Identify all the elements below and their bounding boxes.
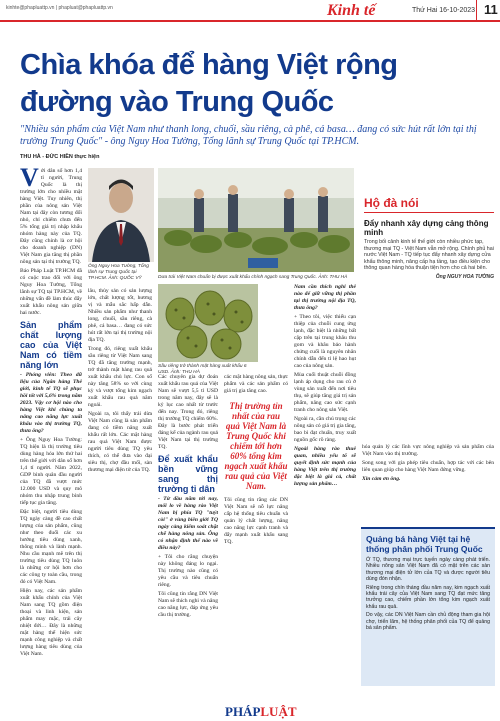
article-column-6: [362, 444, 494, 522]
paragraph: Tôi cũng tin rằng DN Việt Nam sẽ thích nghi và nâng cao năng lực, đáp ứng yêu cầu thị trường.: [158, 591, 218, 618]
portrait-image: [88, 168, 154, 262]
article-column-1: [20, 168, 82, 698]
paragraph: Ngoài ra, cần chú trọng các nông sản có giá trị gia tăng, bao bì đạt chuẩn, truy xuất nguồn gốc rõ ràng.: [294, 416, 356, 443]
byline: THU HÀ - ĐỨC HIỀN thực hiện: [20, 154, 100, 160]
paragraph: Ở TQ, thương mại trực tuyến ngày càng phát triển. Nhiều nông sản Việt Nam đã có mặt trên các sàn thương mại điện tử lớn của TQ và được người tiêu dùng đón nhận.: [366, 557, 490, 583]
paragraph: Ngoài ra, tôi thấy trái dừa Việt Nam cũng là sản phẩm đang có tiềm năng xuất khẩu rất lớn. Các mặt hàng rau quả Việt Nam được người tiêu dùng TQ yêu thích, có thể đưa vào đại siêu thị, chợ đầu mối, sàn thương mại điện tử của TQ.: [88, 411, 152, 473]
article-column-2: [88, 288, 152, 498]
sidebar-title: Hộ đà nói: [364, 196, 419, 210]
paragraph: Mùa cuối thuật chuỗi đồng lạnh áp dụng cho rau củ ở vùng sản xuất đến nơi tiêu thụ, sẽ giúp tăng giá trị sản phẩm, nâng cao sức cạnh tranh cho nông sản Việt.: [294, 372, 356, 413]
info-box-body: [366, 557, 490, 631]
paragraph: Do vậy, các DN Việt Nam cần chủ động tham gia hội chợ, triển lãm, hệ thống phân phối của TQ để quảng bá sản phẩm.: [366, 612, 490, 632]
paragraph: các mặt hàng nông sản, thực phẩm và các sản phẩm có giá trị gia tăng cao.: [224, 374, 288, 394]
market-image: [158, 168, 354, 272]
info-box: [361, 527, 495, 686]
logo-part: LUẬT: [260, 704, 297, 719]
paragraph: Riêng trong chín tháng đầu năm nay, kim ngạch xuất khẩu trái cây của Việt Nam sang TQ đạt mức tăng trưởng cao, chiếm phần lớn tổng kim ngạch xuất khẩu rau quả.: [366, 584, 490, 610]
page-footer: [0, 700, 500, 721]
paragraph: Các chuyên gia dự đoán xuất khẩu rau quả của Việt Nam sẽ vượt 5,5 tỉ USD trong năm nay, đây sẽ là kỷ lục cao nhất từ trước đến nay. Trong đó, riêng thị trường TQ chiếm 60%. Đây là bước phát triển đáng kể của ngành rau quả Việt Nam tại thị trường TQ.: [158, 374, 218, 450]
paragraph: + Tôi cho rằng chuyện này không đáng lo ngại. Thị trường nào cũng có yêu cầu và tiêu chuẩn riêng.: [158, 554, 218, 588]
issue-date: Thứ Hai 16-10-2023: [412, 7, 476, 14]
quote: Ngoài hàng rào thuế quan, nhiều yếu tố sẽ quyết định sức mạnh của hàng Việt trên thị trường đặc biệt là giá cả, chất lượng sản phẩm…: [294, 446, 356, 487]
article-column-5: [294, 284, 356, 696]
question: Nam cần thích nghi thế nào để giữ vững thị phần tại thị trường nội địa TQ, thưa ông?: [294, 284, 356, 311]
durian-photo: [158, 284, 258, 362]
portrait-caption: Ông Nguy Hoa Tường, Tổng lãnh sự Trung Quốc tại TP.HCM. Ảnh: QUỐC VỸ: [88, 264, 149, 281]
site-email: kinhte@phapluattp.vn | phapluat@phapluattp.vn: [6, 5, 113, 11]
section-title: Kinh tế: [327, 2, 376, 19]
paragraph: Đặc biệt, người tiêu dùng TQ ngày càng đề cao chất lượng của sản phẩm, cũng như theo đuổi các xu hướng tiêu dùng xanh, thông minh và lành mạnh. Nhu cầu mạnh mẽ trên thị trường tiêu dùng TQ luôn là những cơ hội hơn cho các công ty toàn cầu, trong đó có Việt Nam.: [20, 509, 82, 585]
subheading: Sản phẩm chất lượng cao của Việt Nam có tiềm năng lớn: [20, 320, 82, 370]
pull-quote: Thị trường tỉn nhất của rau quả Việt Nam là Trung Quốc khi chiếm tới hơn 60% tổng kim ngạch xuất khẩu rau quả của Việt Nam.: [224, 401, 288, 491]
paragraph: Trong đó, riêng xuất khẩu sầu riêng từ Việt Nam sang TQ đã tăng trưởng mạnh, trở thành mặt hàng rau quả xuất khẩu chủ lực. Con số này tăng 58% so với cùng kỳ và vượt tổng kim ngạch xuất khẩu rau quả năm ngoái.: [88, 346, 152, 408]
durian-photo-caption: Sầu riêng trở thành mặt hàng xuất khẩu 6 USD. Ảnh: THU HÀ: [158, 364, 247, 375]
sidebar-rule: [364, 212, 494, 213]
market-photo: [158, 168, 354, 272]
paragraph: Báo Pháp Luật TP.HCM đã có cuộc trao đổi với ông Nguy Hoa Tường, Tổng lãnh sự TQ tại TP.HCM, về những vấn đề làm thúc đẩy xuất khẩu nông sản giữa hai nước.: [20, 268, 82, 316]
sapo: "Nhiều sản phẩm của Việt Nam như thanh long, chuối, sầu riêng, cà phê, cá basa… đang có sức hút rất lớn tại thị trường Trung Quốc" - ông Nguy Hoa Tường, Tổng lãnh sự Trung Quốc tại TP.HCM.: [20, 124, 477, 147]
page-header: [0, 0, 500, 22]
page-number: 11: [484, 2, 498, 17]
durian-image: [158, 284, 258, 362]
question: - Phóng viên: Theo dữ liệu của Ngân hàng Thế giới, kinh tế TQ sẽ phục hồi tốt với 5,6% trong năm 2023. Vậy cơ hội nào cho hàng Việt khi chúng ta nâng cao năng lực xuất khẩu vào thị trường TQ, thưa ông?: [20, 372, 82, 434]
logo-part: PHÁP: [225, 704, 261, 719]
paragraph: hóa quản lý các lĩnh vực nông nghiệp và sản phẩm của Việt Nam vào thị trường.: [362, 444, 494, 457]
article-column-3: [158, 374, 218, 696]
paragraph: Song song với gia phép tiêu chuẩn, hợp tác với các bên liên quan giúp cho hàng Việt Nam đứng vững.: [362, 460, 494, 473]
subheading: Để xuất khẩu bền vững sang thị trường tỉ dân: [158, 454, 218, 494]
market-photo-caption: Dưa trái Việt Nam chuẩn bị được xuất khẩu chính ngạch sang Trung Quốc. Ảnh: THU HÀ: [158, 275, 348, 280]
sidebar-item-body: Trong bối cảnh kinh tế thế giới còn nhiều phức tạp, thương mại TQ - Việt Nam vẫn mở rộng. Chính phủ hai nước Việt Nam - TQ tiếp tục đẩy nhanh xây dựng cửa khẩu thông minh, nâng cấp hạ tầng, tạo điều kiện cho thông quan hàng hóa thuận tiện hơn cho cả hai bên.: [364, 239, 494, 271]
paragraph: ới dân số hơn 1,4 tỉ người, Trung Quốc là thị trường lớn cho nhiều mặt hàng Việt. Tuy nhiên, thị phần của nông sản Việt Nam tại đây còn tương đối nhỏ, chỉ chiếm chưa đến 5% tổng giá trị nhập khẩu nhóm hàng này của TQ. Đây cũng chính là cơ hội cho doanh nghiệp (DN) Việt Nam gia tăng thị phần nông sản tại thị trường TQ.: [20, 168, 82, 265]
newspaper-logo: [225, 704, 297, 720]
headline: Chìa khóa để hàng Việt rộng đường vào Trung Quốc: [20, 49, 398, 118]
sidebar-box: [364, 196, 494, 280]
closing-line: Xin cảm ơn ông.: [362, 476, 401, 482]
portrait-photo: [88, 168, 154, 262]
sidebar-signature: Ông NGUY HOA TƯỜNG: [435, 273, 494, 280]
paragraph: + Theo tôi, việc thiếu cạn thiệp của chuỗi cung ứng lạnh, đặc biệt là những bất cập trên tại trung khâu thu gom và khâu bảo hành chứng cuối là nguyên nhân chính dẫn đến tỉ lệ hao hụt cao của nông sản.: [294, 314, 356, 369]
sidebar-item-title: Đẩy nhanh xây dựng cảng thông minh: [364, 219, 489, 237]
paragraph: Hiện nay, các sản phẩm xuất khẩu chính của Việt Nam sang TQ gồm điện thoại và linh kiện, sản phẩm may mặc, trái cây nhiệt đới… Đây là những mặt hàng thể hiện sức mạnh công nghiệp và chất lượng hàng tiêu dùng của Việt Nam.: [20, 588, 82, 657]
question: - Từ đầu năm tới nay, mối lo về hàng rào Việt Nam bị phía TQ "tuýt còi" ở vùng biên giới TQ ngày càng kiểm soát chặt chẽ hàng nông sản. Ông có nhận định thế nào về điều này?: [158, 496, 218, 551]
dropcap: V: [20, 168, 39, 192]
paragraph: + Ông Nguy Hoa Tường: TQ hiện là thị trường tiêu dùng hàng hóa lớn thứ hai trên thế giới với dân số hơn 1,4 tỉ người. Năm 2022, GDP bình quân đầu người của TQ đã vượt mức 12.000 USD và quy mô nhóm thu nhập trung bình tiếp tục gia tăng.: [20, 437, 82, 506]
paragraph: lâu, thủy sản có sản lượng lớn, chất lượng tốt, hương vị và mẫu sắc hấp dẫn. Nhiều sản phẩm như thanh long, chuối, sầu riêng, cà phê, cá basa… đang có sức hút rất lớn tại thị trường nội địa TQ.: [88, 288, 152, 343]
info-box-title: Quảng bá hàng Việt tại hệ thống phân phối Trung Quốc: [366, 534, 483, 554]
article-column-4: [224, 374, 288, 696]
paragraph: Tôi cũng tin rằng các DN Việt Nam sẽ nỗ lực nâng cấp hệ thống tiêu chuẩn và quản lý chất lượng, nâng cao năng lực cạnh tranh và đẩy mạnh xuất khẩu sang TQ.: [224, 497, 288, 545]
